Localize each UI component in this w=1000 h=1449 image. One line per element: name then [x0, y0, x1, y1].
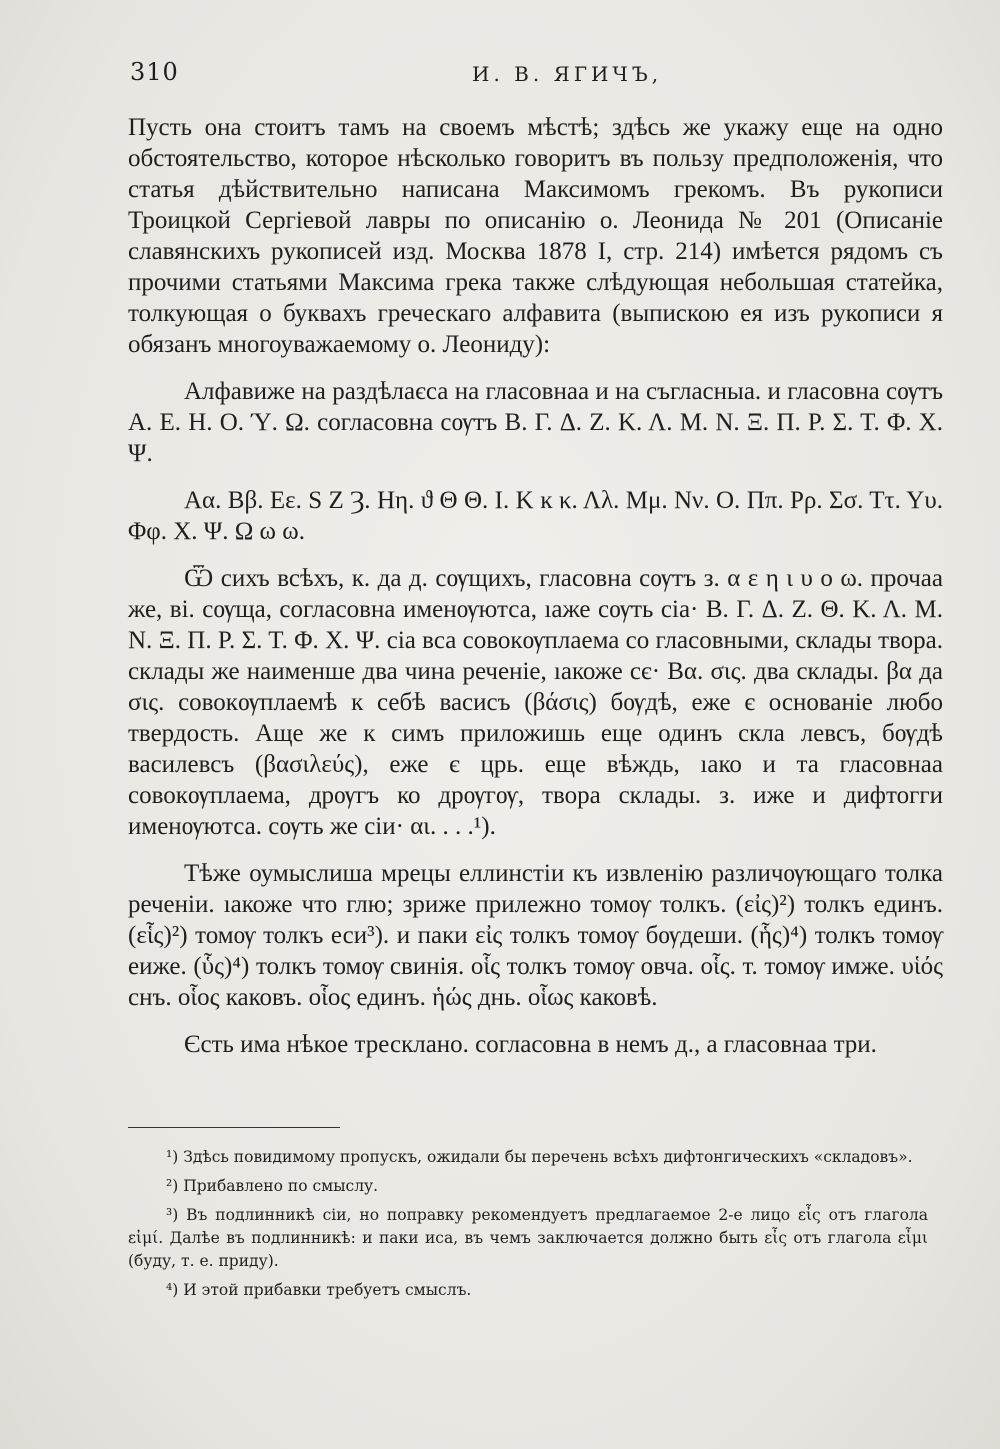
paragraph-vowels-consonants: Ѿ сихъ всѣхъ, к. да д. сѹщихъ, гласовна сѹтъ з. α ε η ι υ ο ω. прочаа же, ві. сѹща, согласовна именѹютса, ıaже сѹть сіа· В. Г. Δ. Ζ. Θ. Κ. Λ. Μ. Ν. Ξ. Π. Ρ. Σ. Τ. Φ. Χ. Ψ. сіа вса совокѹплаема со гласовными, склады твора. склады же наименше два чина реченіе, ıакоже сє· Βα. σις. два склады. βα да σις. совокѹплаемѣ к себѣ васисъ (βάσις) бѹдѣ, еже є основаніе любо твердость. Аще же к симъ приложишь еще одинъ скла левсъ, бѹдѣ василевсъ (βασιλεύς), еже є црь. еще вѣждь, ıако и та гласовнаа совокѹплаема, дрѹгъ ко дрѹгѹ, твора склады. з. иже и дифтогги именѹютса. сѹть же сіи· αι. . . .¹).	[128, 565, 943, 840]
footnote-3: ³) Въ подлинникѣ сіи, но поправку рекомендуетъ предлагаемое 2-е лицо εἶς отъ глагола εἰμί. Далѣе въ подлинникѣ: и паки иса, въ чемъ заключается должно быть εἶς отъ глагола εἶμι (буду, т. е. приду).	[128, 1206, 928, 1270]
main-text	[128, 112, 943, 1076]
page-number: 310	[130, 58, 179, 86]
paragraph-letter-forms: Αα. Ββ. Εε. S Ζ Ȝ. Ηη. ϑ Θ Θ. Ι. Κ ĸ κ. Λλ. Μμ. Νν. Ο. Ππ. Ρρ. Σσ. Ττ. Υυ. Φφ. Χ. Ψ. Ω ω ω.	[128, 487, 943, 545]
paragraph-intro: Пусть она стоитъ тамъ на своемъ мѣстѣ; здѣсь же укажу еще на одно обстоятельство, которое нѣсколько говоритъ въ пользу предположенія, что статья дѣйствительно написана Максимомъ грекомъ. Въ рукописи Троицкой Сергіевой лавры по описанію о. Леонида № 201 (Описаніе славянскихъ рукописей изд. Москва 1878 I, стр. 214) имѣется рядомъ съ прочими статьями Максима грека также слѣдующая небольшая статейка, толкующая о буквахъ греческаго алфавита (выпискою ея изъ рукописи я обязанъ многоуважаемому о. Леониду):	[128, 114, 943, 358]
paragraph-alphabet: Алфавиже на раздѣлаєса на гласовнаа и на съгласныа. и гласовна сѹтъ А. Е. Н. О. Ύ. Ω. согласовна сѹтъ В. Г. Δ. Ζ. Κ. Λ. Μ. Ν. Ξ. Π. Ρ. Σ. Τ. Φ. Χ. Ψ.	[128, 378, 943, 467]
footnote-4: ⁴) И этой прибавки требуетъ смыслъ.	[166, 1281, 472, 1299]
footnote-divider	[128, 1127, 340, 1128]
footnote-1: ¹) Здѣсь повидимому пропускъ, ожидали бы перечень всѣхъ дифтонгическихъ «складовъ».	[166, 1148, 913, 1166]
footnotes	[128, 1146, 928, 1308]
running-title: И. В. ЯГИЧЪ,	[472, 62, 663, 86]
paragraph-accents: Тѣже оумыслиша мрецы еллинстіи къ извленію различѹющаго толка реченіи. ıакоже что глю; зриже прилежно томѹ толкъ. (εἰς)²) толкъ единъ. (εἷς)²) томѹ толкъ еси³). и паки εἰς толкъ томѹ бѹдеши. (ἧς)⁴) толкъ томѹ еиже. (ὗς)⁴) толкъ томѹ свинія. οἷς толкъ томѹ овча. οἷς. т. томѹ имже. υἱός снъ. οἷος каковъ. οἷος единъ. ἡώς днь. οἷως каковѣ.	[128, 860, 943, 1011]
footnote-2: ²) Прибавлено по смыслу.	[166, 1177, 379, 1195]
paragraph-trisyllable: Єсть има нѣкое тресклано. согласовна в немъ д., а гласовнаа три.	[184, 1031, 877, 1058]
